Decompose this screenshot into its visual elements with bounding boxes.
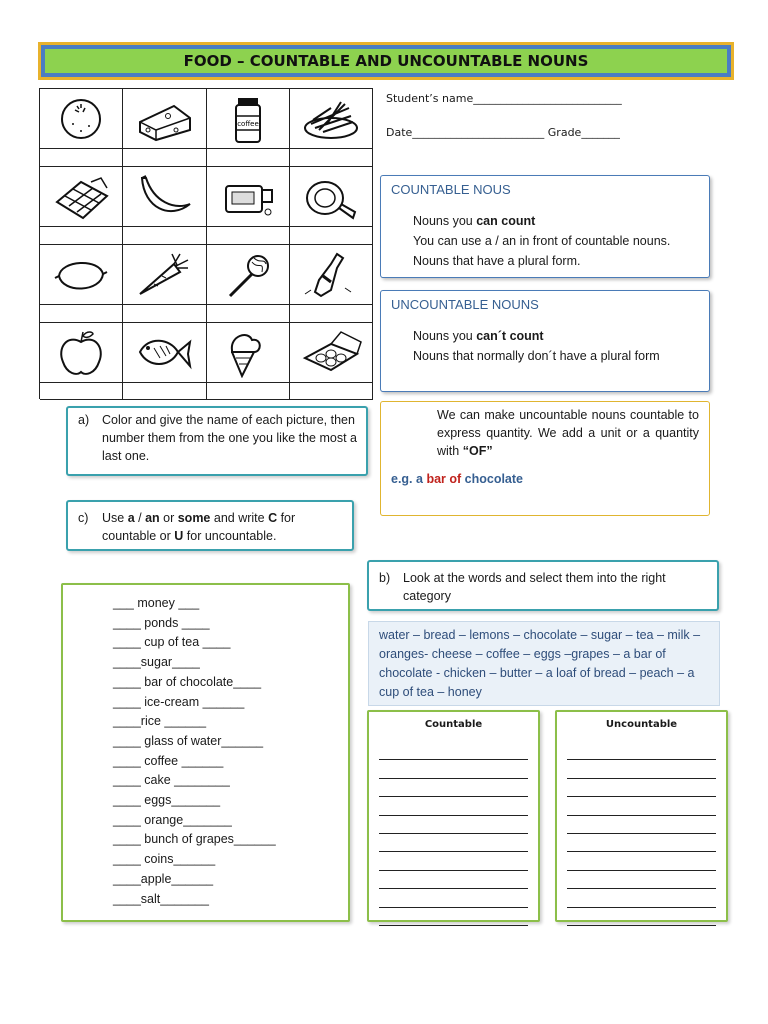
picture-cell [123, 323, 206, 383]
countable-line-3: Nouns that have a plural form. [413, 254, 581, 268]
exercise-item[interactable]: ____ bar of chocolate____ [113, 674, 262, 689]
exercise-item[interactable]: ____sugar____ [113, 655, 200, 670]
exercise-item[interactable]: ____ ice-cream ______ [113, 694, 245, 709]
instruction-a: a) Color and give the name of each picture, then number them from the one you like the most a last one. [78, 413, 357, 463]
fish-icon [133, 328, 195, 378]
cheese-icon [133, 94, 195, 144]
picture-cell [207, 245, 290, 305]
countable-column [367, 710, 540, 922]
uncountable-line-2: Nouns that normally don´t have a plural form [413, 349, 660, 363]
lemon-icon [50, 250, 112, 300]
exercise-item[interactable]: ____ bunch of grapes______ [113, 832, 276, 847]
chocolate-bar-icon [50, 172, 112, 222]
uncountable-column-title: Uncountable [605, 719, 678, 730]
picture-cell [290, 245, 373, 305]
exercise-item[interactable]: ____ ponds ____ [113, 615, 210, 630]
uncountable-answer-lines[interactable] [557, 742, 726, 926]
picture-cell [40, 323, 123, 383]
exercise-item[interactable]: ____salt_______ [113, 891, 209, 906]
apple-icon [50, 328, 112, 378]
instruction-b-box [367, 560, 719, 611]
picture-cell [40, 245, 123, 305]
picture-cell [290, 167, 373, 227]
quantity-box [380, 401, 710, 516]
student-name-field[interactable]: Student’s name___________________________ [386, 92, 622, 105]
picture-cell [40, 167, 123, 227]
picture-cell [290, 323, 373, 383]
ice-cream-icon [217, 328, 279, 378]
picture-cell [207, 89, 290, 149]
title-banner [38, 42, 734, 80]
exercise-item[interactable]: ____ cake ________ [113, 773, 230, 788]
student-info [386, 92, 622, 160]
uncountable-line-1: Nouns you can´t count [413, 329, 544, 343]
exercise-item[interactable]: ___ money ___ [113, 596, 200, 610]
exercise-item[interactable]: ____rice ______ [113, 714, 207, 729]
exercise-item[interactable]: ____ eggs_______ [113, 793, 221, 808]
banana-icon [133, 172, 195, 222]
svg-text:coffee: coffee [236, 119, 259, 128]
exercise-item[interactable]: ____ coins______ [113, 852, 216, 867]
exercise-box [61, 583, 350, 922]
countable-line-1: Nouns you can count [413, 214, 536, 228]
ham-icon [300, 172, 362, 222]
picture-cell [290, 89, 373, 149]
date-grade-field[interactable]: Date________________________ Grade_______ [386, 126, 620, 139]
exercise-item[interactable]: ____ coffee ______ [113, 753, 224, 768]
uncountable-title: UNCOUNTABLE NOUNS [391, 297, 539, 312]
picture-grid [39, 88, 373, 399]
instruction-b: b) Look at the words and select them into the right category [379, 571, 666, 603]
countable-answer-lines[interactable] [369, 742, 538, 926]
instruction-a-box [66, 406, 368, 476]
picture-cell [40, 89, 123, 149]
coffee-jar-icon [217, 94, 279, 144]
word-bank: water – bread – lemons – chocolate – sugar – tea – milk – oranges- cheese – coffee – eggs –grapes – a bar of chocolate - chicken – butter – a loaf of bread – peach – a cup of tea – honey [368, 621, 720, 706]
french-fries-icon [300, 94, 362, 144]
picture-cell [123, 89, 206, 149]
soda-bottle-icon [300, 250, 362, 300]
countable-line-2: You can use a / an in front of countable nouns. [413, 234, 671, 248]
orange-icon [50, 94, 112, 144]
milk-bottle-icon [217, 172, 279, 222]
countable-title: COUNTABLE NOUS [391, 182, 511, 197]
page-title: FOOD – COUNTABLE AND UNCOUNTABLE NOUNS [45, 49, 727, 73]
uncountable-nouns-box [380, 290, 710, 392]
instruction-c: c) Use a / an or some and write C for countable or U for uncountable. [78, 511, 296, 543]
exercise-item[interactable]: ____ glass of water______ [113, 733, 264, 748]
picture-cell [207, 167, 290, 227]
quantity-text: We can make uncountable nouns countable to express quantity. We add a unit or a quantity with “OF” [437, 408, 699, 458]
exercise-item[interactable]: ____ cup of tea ____ [113, 635, 231, 650]
exercise-list [113, 594, 348, 909]
eggs-carton-icon [300, 328, 362, 378]
picture-cell [123, 245, 206, 305]
countable-column-title: Countable [424, 719, 483, 730]
uncountable-column [555, 710, 728, 922]
exercise-item[interactable]: ____ orange_______ [113, 812, 232, 827]
spaghetti-fork-icon [217, 250, 279, 300]
picture-cell [123, 167, 206, 227]
example-text: e.g. a bar of chocolate [391, 472, 523, 486]
countable-nouns-box [380, 175, 710, 278]
carrot-icon [133, 250, 195, 300]
picture-cell [207, 323, 290, 383]
exercise-item[interactable]: ____apple______ [113, 871, 214, 886]
instruction-c-box [66, 500, 354, 551]
